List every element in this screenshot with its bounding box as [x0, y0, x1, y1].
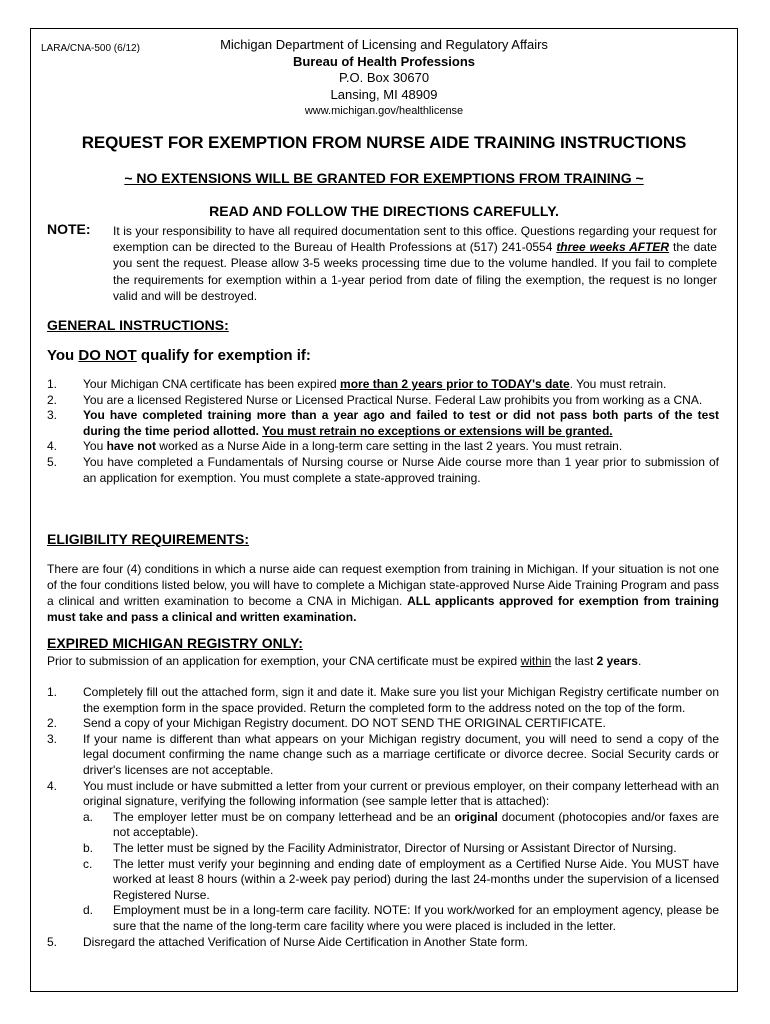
city-state-zip: Lansing, MI 48909 — [330, 86, 438, 102]
intro-bold: 2 years — [596, 654, 638, 668]
item-text: Send a copy of your Michigan Registry document. DO NOT SEND THE ORIGINAL CERTIFICATE. — [83, 716, 606, 731]
item-number: 2. — [47, 392, 58, 407]
list-item — [47, 779, 719, 935]
sub-item-letter: a. — [83, 809, 94, 824]
item-number: 4. — [47, 778, 58, 793]
intro-underlined: within — [520, 654, 552, 668]
sub-item-bold: original — [454, 809, 498, 824]
sub-item-text: The letter must verify your beginning and ending date of employment as a Certified Nurse Aide. You MUST have worked at least 8 hours (within a 2-week pay period) during the last 24-months under the supervision of a licensed Registered Nurse. — [113, 856, 719, 902]
item-text: Completely fill out the attached form, sign it and date it. Make sure you list your Michigan Registry certificate number on the exemption form in the space provided. Return the completed form to the address noted on the top of the form. — [83, 685, 719, 715]
not-qualify-pre: You — [47, 347, 79, 364]
form-code: LARA/CNA-500 (6/12) — [41, 43, 140, 54]
note-text-2: the date you sent the request. Please allow 3-5 weeks processing time due to the volume handled. If you fail to complete the requirements for exemption within a 1-year period from date of filing the exemption, the request is no longer valid and will be destroyed. — [113, 240, 717, 303]
expired-intro — [47, 653, 719, 669]
item-number: 1. — [47, 377, 58, 391]
document-title: REQUEST FOR EXEMPTION FROM NURSE AIDE TRAINING INSTRUCTIONS — [81, 133, 687, 152]
item-text: You — [83, 439, 107, 454]
list-item — [47, 455, 719, 486]
item-text: You must include or have submitted a letter from your current or previous employer, on their company letterhead with an original signature, verifying the following information (see sample letter that is attached): — [83, 778, 719, 809]
sub-item-text: document (photocopies and/or faxes are not acceptable). — [113, 809, 719, 840]
sub-item-text: Employment must be in a long-term care facility. NOTE: If you work/worked for an employment agency, please be sure that the name of the long-term care facility where you were placed is included in the letter. — [113, 903, 719, 933]
bureau-name: Bureau of Health Professions — [292, 53, 476, 69]
sub-item-text: The letter must be signed by the Facility Administrator, Director of Nursing or Assistant Director of Nursing. — [113, 840, 677, 855]
sub-item — [83, 810, 719, 841]
agency-name: Michigan Department of Licensing and Regulatory Affairs — [220, 37, 548, 52]
item-bold-underlined: You must retrain no exceptions or extensions will be granted. — [262, 423, 613, 438]
sub-item-letter: c. — [83, 856, 93, 871]
note-body — [113, 223, 717, 304]
expired-steps-list — [47, 685, 719, 950]
disqualify-list — [47, 377, 719, 486]
agency-header — [31, 37, 737, 120]
item-number: 5. — [47, 454, 58, 469]
not-qualify-underlined: DO NOT — [78, 347, 137, 364]
note-text-1: It is your responsibility to have all required documentation sent to this office. Questions regarding your request for exemption can be directed to the Bureau of Health Professions at (517) 241-0554 — [113, 224, 717, 255]
list-item — [47, 685, 719, 716]
item-text: You have completed a Fundamentals of Nursing course or Nurse Aide course more than 1 year prior to submission of an application for exemption. You must complete a state-approved training. — [83, 454, 719, 485]
not-qualify-heading — [47, 347, 311, 364]
item-text: If your name is different than what appears on your Michigan registry document, you will need to send a copy of the legal document confirming the name change such as a marriage certificate or divorce decree. Social Security cards or driver's licenses are not acceptable. — [83, 731, 719, 777]
list-item — [47, 732, 719, 779]
read-follow-heading: READ AND FOLLOW THE DIRECTIONS CAREFULLY. — [209, 203, 559, 219]
eligibility-bold: ALL applicants approved for exemption from training must take and pass a clinical and written examination. — [47, 594, 719, 624]
intro-text: the last — [551, 654, 597, 668]
item-number: 5. — [47, 934, 58, 949]
list-item — [47, 439, 719, 455]
item-number: 3. — [47, 731, 58, 746]
not-qualify-post: qualify for exemption if: — [136, 347, 311, 364]
item-text: worked as a Nurse Aide in a long-term care setting in the last 2 years. You must retrain. — [155, 439, 623, 454]
item-bold: more than 2 years prior to TODAY's date — [340, 377, 570, 391]
list-item — [47, 716, 719, 732]
expired-registry-heading: EXPIRED MICHIGAN REGISTRY ONLY: — [47, 635, 303, 651]
intro-text: . — [637, 654, 642, 668]
eligibility-text: There are four (4) conditions in which a nurse aide can request exemption from training in Michigan. If your situation is not one of the four conditions listed below, you will have to complete a Michigan state-approved Nurse Aide Training Program and pass a clinical and written examination to become a CNA in Michigan. — [47, 562, 719, 608]
po-box: P.O. Box 30670 — [338, 70, 430, 85]
list-item — [47, 377, 719, 393]
list-item — [47, 935, 719, 951]
sub-item — [83, 841, 719, 857]
general-instructions-heading: GENERAL INSTRUCTIONS: — [47, 317, 229, 333]
item-number: 3. — [47, 408, 58, 423]
item-text: You are a licensed Registered Nurse or Licensed Practical Nurse. Federal Law prohibits you from working as a CNA. — [83, 392, 703, 407]
item-text: Disregard the attached Verification of Nurse Aide Certification in Another State form. — [83, 934, 528, 949]
eligibility-paragraph — [47, 561, 719, 625]
item-number: 1. — [47, 685, 58, 699]
item-number: 2. — [47, 716, 58, 731]
list-item — [47, 393, 719, 409]
note-emphasis: three weeks AFTER — [556, 240, 670, 255]
intro-text: Prior to submission of an application for exemption, your CNA certificate must be expired — [47, 654, 521, 668]
document-page — [30, 28, 738, 992]
website: www.michigan.gov/healthlicense — [304, 105, 464, 117]
sub-item-letter: b. — [83, 840, 94, 855]
item-bold: You have completed training more than a year ago and failed to test or did not pass both parts of the test during the time period allotted. — [83, 408, 719, 438]
eligibility-heading: ELIGIBILITY REQUIREMENTS: — [47, 531, 249, 547]
item-bold: have not — [106, 439, 156, 454]
sub-item-text: The employer letter must be on company letterhead and be an — [113, 809, 455, 824]
no-extensions-banner: ~ NO EXTENSIONS WILL BE GRANTED FOR EXEMPTIONS FROM TRAINING ~ — [124, 170, 644, 186]
item-text: . You must retrain. — [569, 377, 667, 391]
sub-item — [83, 903, 719, 934]
item-text: Your Michigan CNA certificate has been expired — [83, 377, 341, 391]
sub-item — [83, 857, 719, 904]
note-label: NOTE: — [47, 221, 91, 237]
item-number: 4. — [47, 439, 58, 454]
sub-item-letter: d. — [83, 903, 94, 918]
list-item — [47, 408, 719, 439]
